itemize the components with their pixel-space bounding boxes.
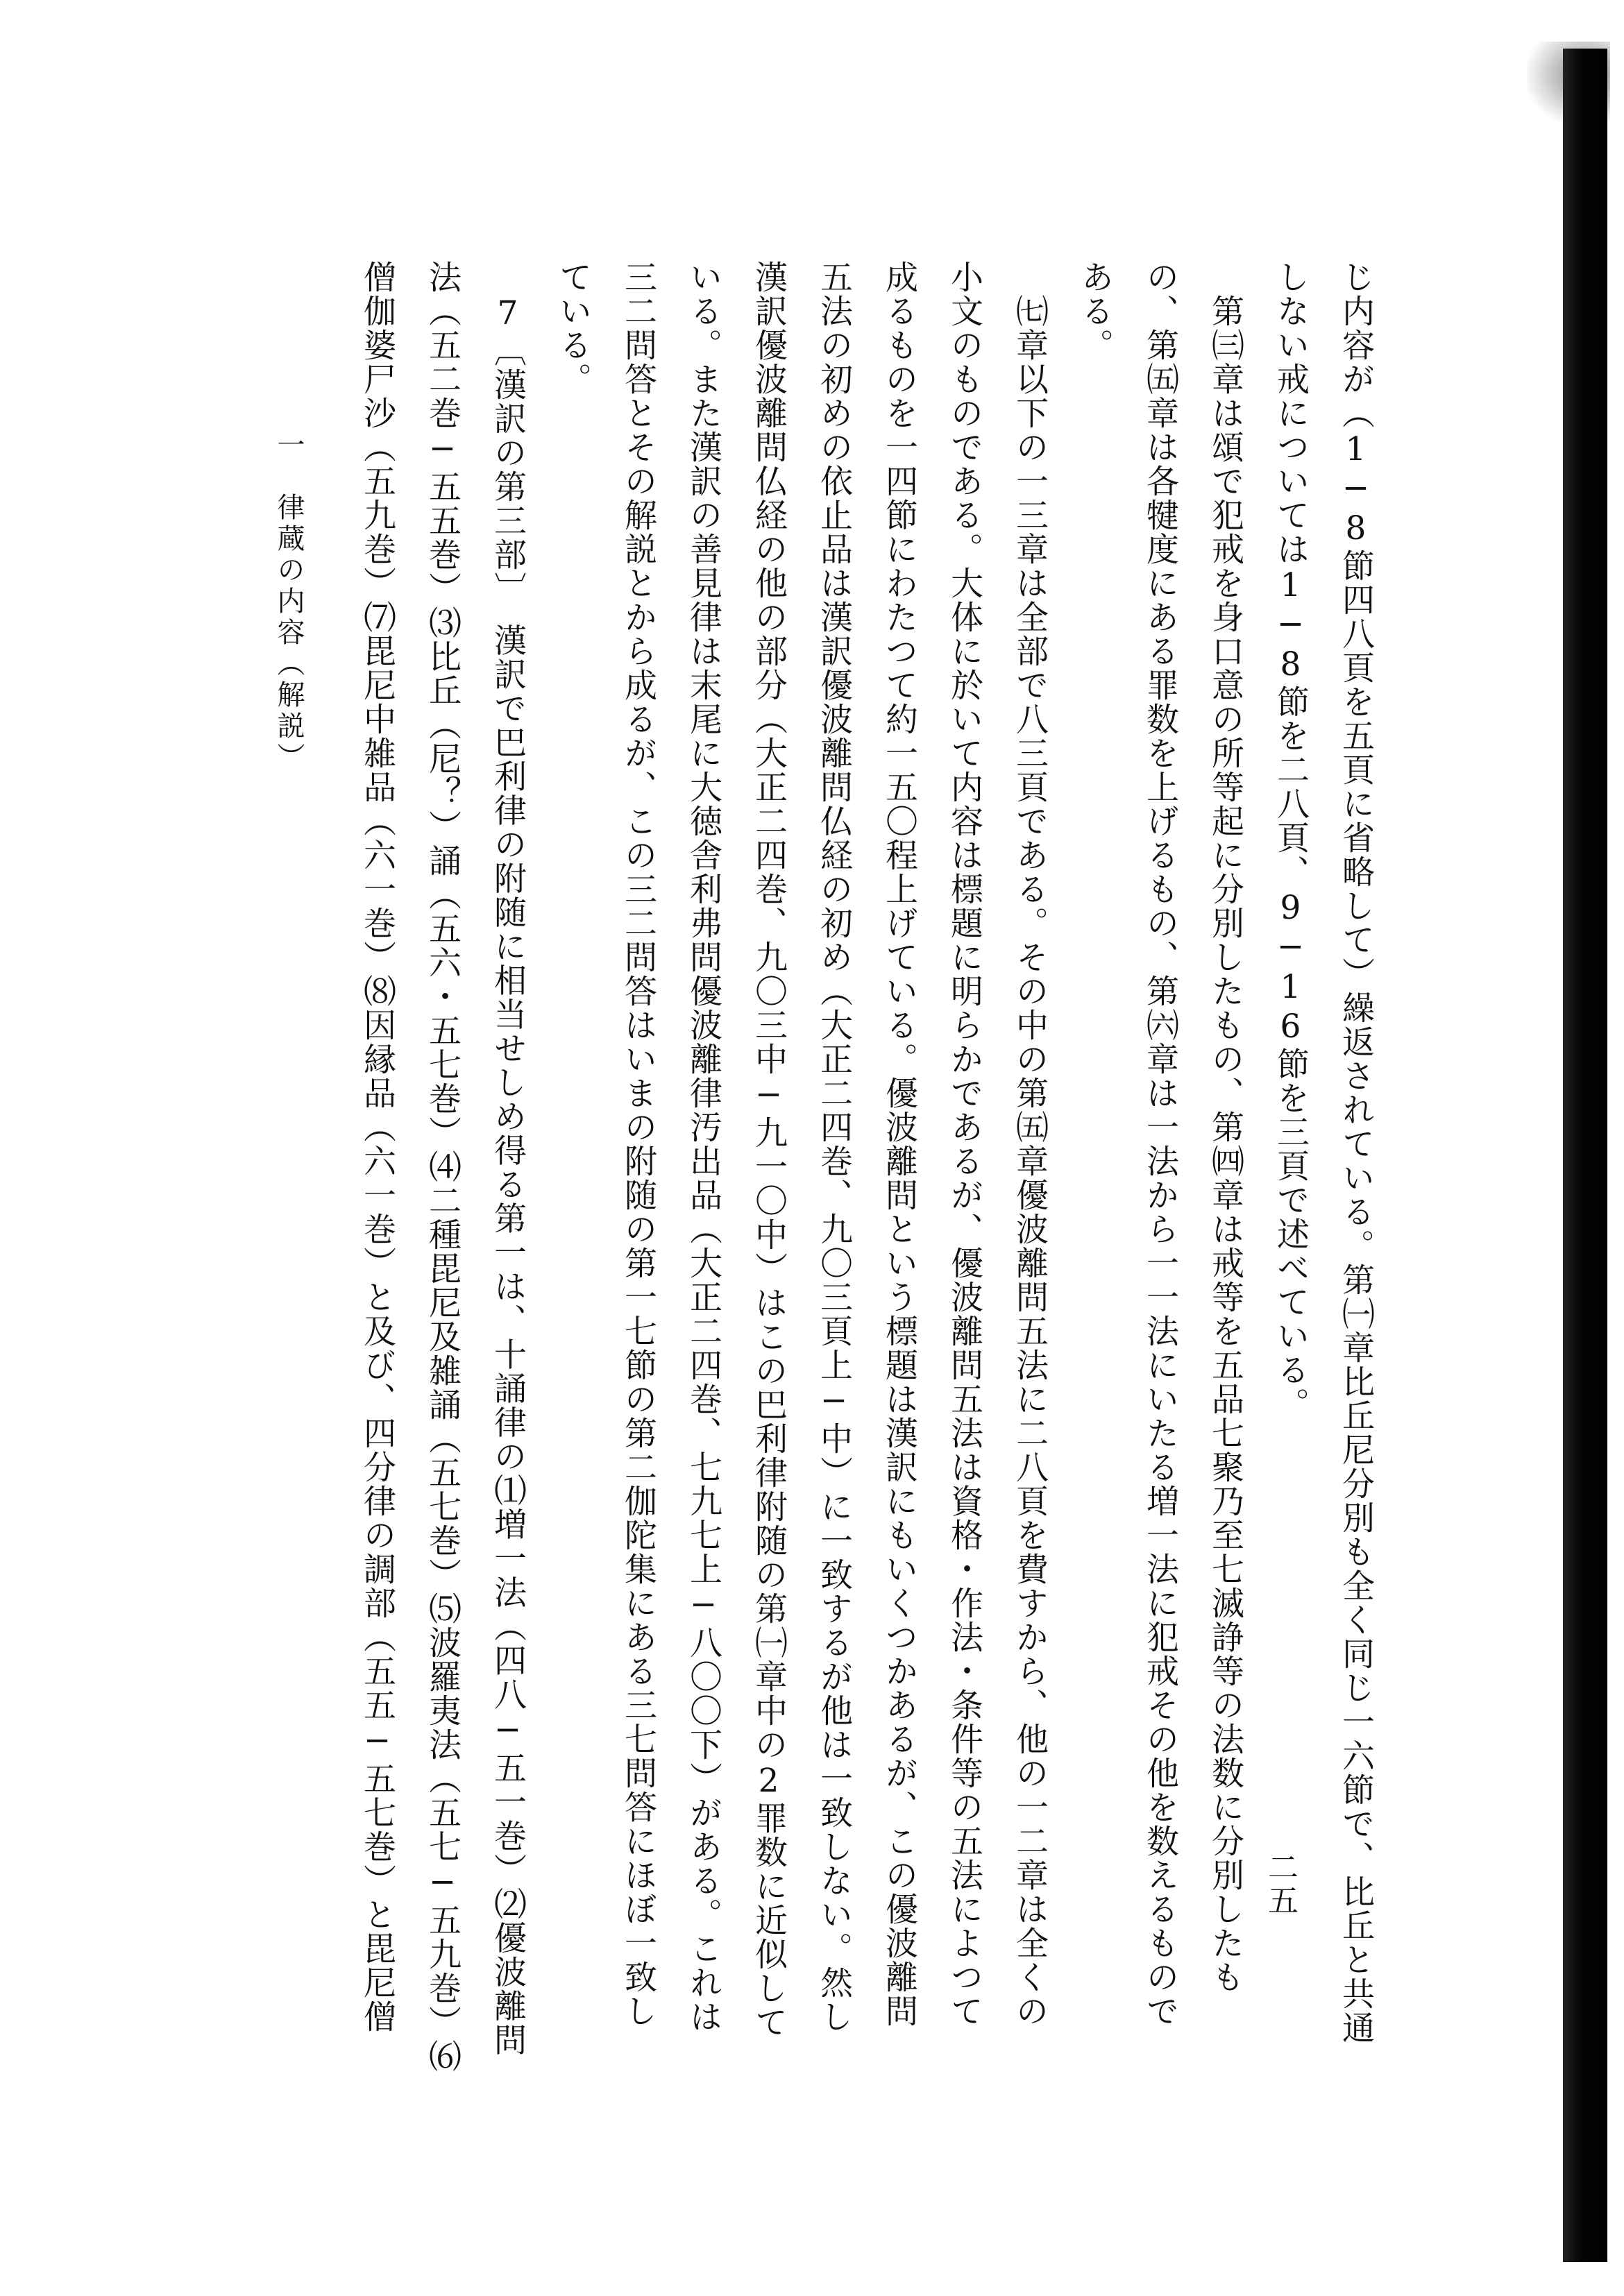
text-line-11: いる。また漢訳の善見律は末尾に大徳舎利弗問優波離律汚出品（大正二四巻、七九七上─八〇〇下）がある。これは: [684, 260, 722, 2034]
text-line-1: じ内容が（1─8節四八頁を五頁に省略して）繰返されている。第㈠章比丘尼分別も全く同じ一六節で、比丘と共通: [1337, 260, 1375, 2045]
text-line-7: 小文のものである。大体に於いて内容は標題に明らかであるが、優波離問五法は資格・作法・条件等の五法によつて: [945, 260, 983, 2028]
page-number: 二五: [1262, 1851, 1298, 1918]
text-line-9: 五法の初めの依止品は漢訳優波離問仏経の初め（大正二四巻、九〇三頁上─中）に一致するが他は一致しない。然し: [815, 260, 853, 2034]
text-line-6: ㈦章以下の一三章は全部で八三頁である。その中の第㈤章優波離問五法に二八頁を費すから、他の一二章は全くの: [1010, 260, 1049, 2028]
text-line-16: 僧伽婆尸沙（五九巻）⑺毘尼中雑品（六一巻）⑻因縁品（六一巻）と及び、四分律の調部（五五─五七巻）と毘尼僧: [358, 260, 396, 2034]
text-line-14: 7〔漢訳の第三部〕 漢訳で巴利律の附随に相当せしめ得る第一は、十誦律の⑴増一法（四八─五一巻）⑵優波離問: [489, 260, 527, 2057]
text-line-8: 成るものを一四節にわたつて約一五〇程上げている。優波離問という標題は漢訳にもいくつかあるが、この優波離問: [880, 260, 918, 2028]
text-line-2: しない戒については1─8節を二八頁、9─16節を三頁で述べている。: [1271, 260, 1310, 1421]
scan-edge-bar: [1563, 49, 1607, 2262]
text-line-15: 法（五二巻─五五巻）⑶比丘（尼？）誦（五六・五七巻）⑷二種毘尼及雑誦（五七巻）⑸波羅夷法（五七─五九巻）⑹: [423, 260, 462, 2073]
text-line-3: 第㈢章は頌で犯戒を身口意の所等起に分別したもの、第㈣章は戒等を五品七聚乃至七滅諍等の法数に分別したも: [1206, 260, 1244, 1994]
body-text: [344, 260, 1388, 2073]
running-head: 一 律蔵の内容（解説）: [273, 430, 305, 774]
text-line-4: の、第㈤章は各犍度にある罪数を上げるもの、第㈥章は一法から一一法にいたる増一法に犯戒その他を数えるもので: [1141, 260, 1179, 2028]
text-line-12: 三二問答とその解説とから成るが、この三二問答はいまの附随の第一七節の第二伽陀集にある三七問答にほぼ一致し: [619, 260, 657, 2028]
text-line-5: ある。: [1076, 260, 1114, 362]
text-line-10: 漢訳優波離問仏経の他の部分（大正二四巻、九〇三中─九一〇中）はこの巴利律附随の第㈠章中の2罪数に近似して: [750, 260, 788, 2039]
text-line-13: ている。: [554, 260, 592, 396]
